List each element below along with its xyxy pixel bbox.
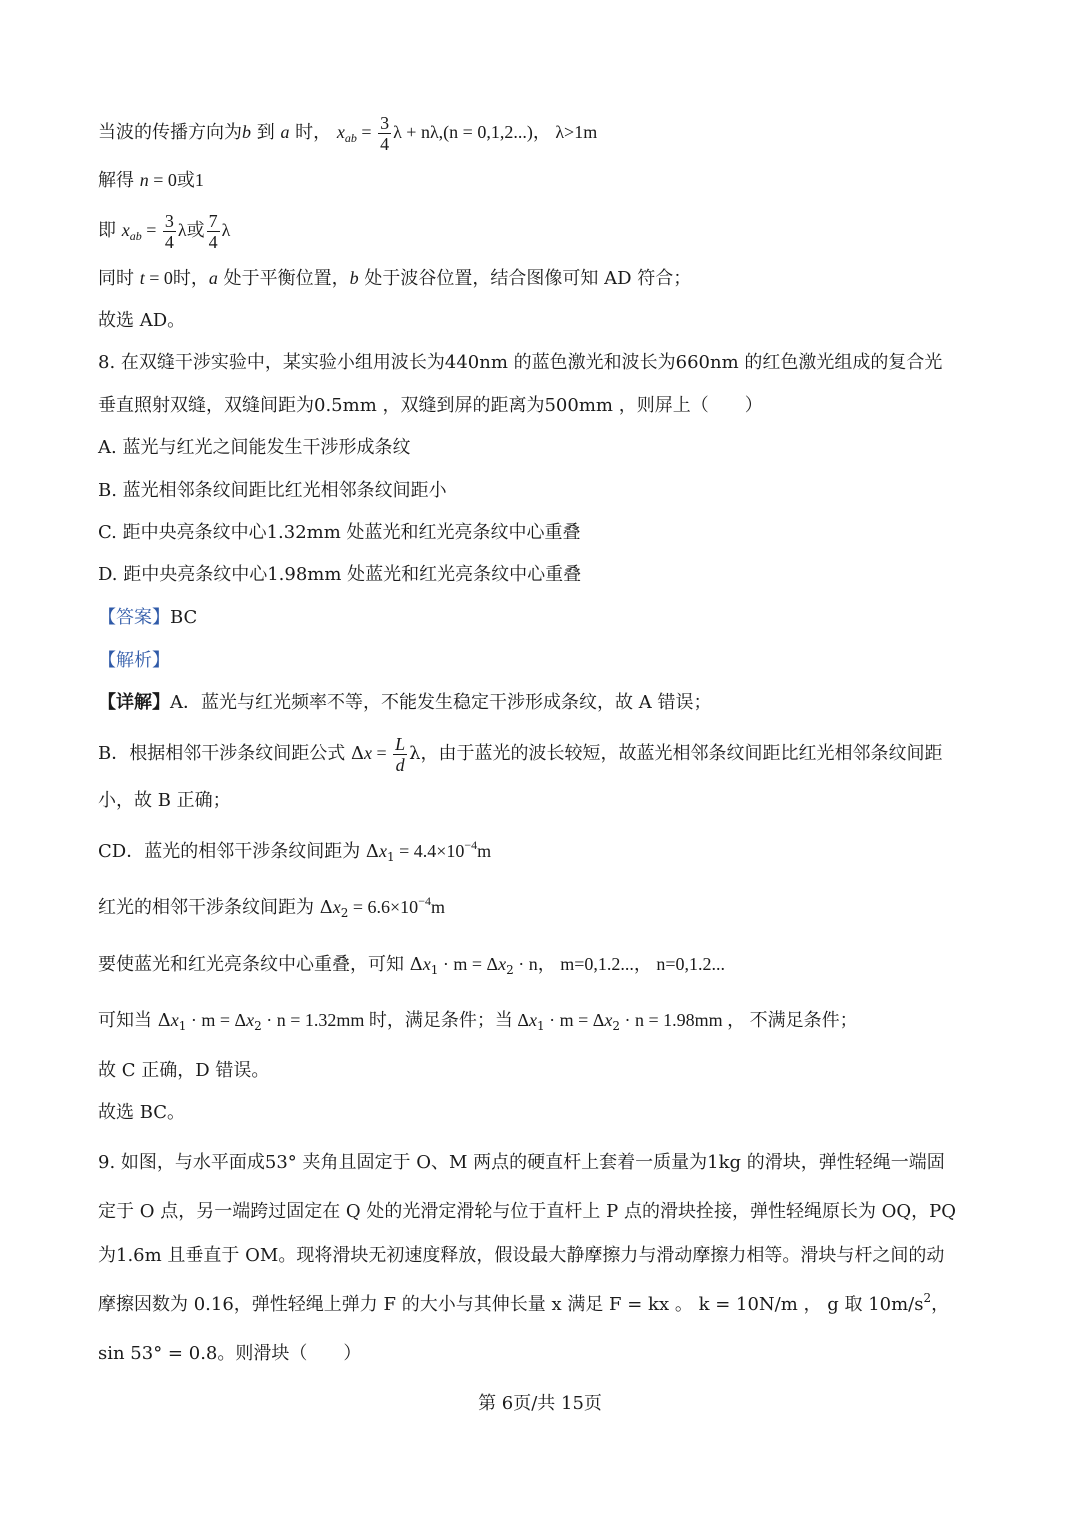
- text: 红光的相邻干涉条纹间距为 Δ: [98, 897, 333, 918]
- text: = 0或1: [148, 170, 204, 190]
- subscript: 1: [178, 1019, 187, 1033]
- question-9-stem-line5: sin 53° = 0.8。则滑块（ ）: [98, 1343, 362, 1364]
- subscript: 1: [536, 1019, 545, 1033]
- text: ，: [931, 1294, 950, 1315]
- var-x: x: [170, 1010, 179, 1030]
- text: 要使蓝光和红光亮条纹中心重叠，可知 Δ: [98, 954, 423, 975]
- var-x: x: [332, 897, 341, 917]
- exponent: −4: [418, 894, 431, 908]
- var-b: b: [242, 122, 251, 142]
- detail-tag: 【详解】: [98, 692, 170, 713]
- detail-line-cd-blue: [98, 838, 984, 865]
- text: λ: [221, 220, 231, 240]
- option-c: C. 距中央亮条纹中心1.32mm 处蓝光和红光亮条纹中心重叠: [98, 522, 581, 543]
- var-b: b: [349, 268, 359, 288]
- solution-conclusion-bc: 故选 BC。: [98, 1102, 186, 1123]
- analysis-tag: 【解析】: [98, 650, 170, 671]
- subscript: 2: [340, 906, 349, 920]
- solution-line-t0: [98, 265, 984, 292]
- question-9-stem-line1: 9. 如图，与水平面成53° 夹角且固定于 O、M 两点的硬直杆上套着一质量为1kg 的滑块，弹性轻绳一端固: [98, 1152, 945, 1173]
- subscript: 1: [430, 963, 439, 977]
- var-x: x: [363, 743, 372, 763]
- answer-line: [98, 605, 984, 631]
- text: 处于平衡位置，: [217, 268, 350, 289]
- detail-line-b-cont: 小，故 B 正确；: [98, 790, 231, 811]
- value: = 4.4×10: [394, 841, 465, 861]
- var-a: a: [280, 122, 290, 142]
- var-x: x: [246, 1010, 255, 1030]
- var-t: t: [139, 268, 145, 288]
- detail-line-b: [98, 730, 984, 776]
- numerator: L: [395, 733, 406, 754]
- denominator: 4: [208, 231, 218, 252]
- numerator: 3: [380, 112, 390, 133]
- value: = 6.6×10: [348, 897, 419, 917]
- var-x: x: [121, 220, 130, 240]
- solution-line-solve-n: [98, 167, 984, 194]
- text: · m = Δ: [544, 1010, 605, 1030]
- equals: =: [356, 122, 377, 142]
- numerator: 7: [208, 210, 218, 231]
- detail-line-a: [98, 690, 984, 716]
- text: 当波的传播方向为: [98, 122, 242, 143]
- equals: =: [371, 743, 392, 763]
- question-8-stem-line1: 8. 在双缝干涉实验中，某实验小组用波长为440nm 的蓝色激光和波长为660nm 的红色激光组成的复合光: [98, 352, 943, 373]
- solution-conclusion-ad: 故选 AD。: [98, 310, 186, 331]
- text: · m = Δ: [438, 954, 499, 974]
- equals: =: [141, 220, 161, 240]
- var-x: x: [498, 954, 507, 974]
- text: · n = 1.98mm ， 不满足条件；: [620, 1010, 858, 1030]
- var-n: n: [139, 170, 149, 190]
- page-footer: 第 6页/共 15页: [478, 1393, 602, 1414]
- text: 解得: [98, 170, 140, 191]
- denominator: d: [395, 754, 405, 775]
- text: 到: [251, 122, 281, 143]
- analysis-heading: [98, 648, 984, 674]
- question-9-stem-line3: 为1.6m 且垂直于 OM。现将滑块无初速度释放，假设最大静摩擦力与滑动摩擦力相等。滑块与杆之间的动: [98, 1245, 945, 1266]
- var-x: x: [528, 1010, 537, 1030]
- text: 处于波谷位置，结合图像可知 AD 符合；: [358, 268, 692, 289]
- detail-line-cd-check: [98, 1007, 984, 1034]
- text: CD．蓝光的相邻干涉条纹间距为 Δ: [98, 841, 379, 862]
- var-a: a: [208, 268, 218, 288]
- text: λ，由于蓝光的波长较短，故蓝光相邻条纹间距比红光相邻条纹间距: [409, 743, 943, 764]
- var-x: x: [422, 954, 431, 974]
- answer-value: BC: [170, 607, 198, 628]
- numerator: 3: [164, 210, 174, 231]
- unit: m: [477, 841, 492, 861]
- text: · m = Δ: [186, 1010, 247, 1030]
- exponent: 2: [923, 1291, 932, 1305]
- option-a: A. 蓝光与红光之间能发生干涉形成条纹: [98, 437, 411, 458]
- text: 同时: [98, 268, 140, 289]
- text: B．根据相邻干涉条纹间距公式 Δ: [98, 743, 364, 764]
- text: 即: [98, 220, 122, 241]
- var-x: x: [604, 1010, 613, 1030]
- subscript: ab: [344, 131, 357, 145]
- var-x: x: [378, 841, 387, 861]
- fraction-7-4: [207, 211, 220, 252]
- question-8-stem-line2: 垂直照射双缝，双缝间距为0.5mm ，双缝到屏的距离为500mm ，则屏上（ ）: [98, 395, 763, 416]
- text: 摩擦因数为 0.16，弹性轻绳上弹力 F 的大小与其伸长量 x 满足 F = kx 。 k = 10N/m ， g 取 10m/s: [98, 1294, 924, 1315]
- fraction-l-d: [393, 734, 407, 775]
- answer-tag: 【答案】: [98, 607, 170, 628]
- denominator: 4: [164, 231, 174, 252]
- question-9-stem-line2: 定于 O 点，另一端跨过固定在 Q 处的光滑定滑轮与位于直杆上 P 点的滑块拴接，弹性轻绳原长为 OQ，PQ: [98, 1201, 957, 1222]
- detail-line-cd-overlap: [98, 951, 984, 978]
- denominator: 4: [380, 133, 390, 154]
- unit: m: [430, 897, 445, 917]
- solution-line-wave-direction: [98, 112, 984, 152]
- exponent: −4: [464, 838, 478, 852]
- formula-tail: λ + nλ,(n = 0,1,2...)， λ>1m: [393, 122, 598, 142]
- text: = 0时，: [144, 268, 209, 288]
- text: 可知当 Δ: [98, 1010, 171, 1031]
- option-d: D. 距中央亮条纹中心1.98mm 处蓝光和红光亮条纹中心重叠: [98, 564, 582, 585]
- text: 时，: [289, 122, 332, 143]
- subscript: 2: [612, 1019, 620, 1033]
- subscript: 1: [386, 850, 395, 864]
- solution-line-xab: [98, 207, 984, 253]
- fraction-3-4: [378, 113, 391, 154]
- fraction-3-4: [163, 211, 176, 252]
- text: · n = 1.32mm 时，满足条件；当 Δ: [261, 1010, 529, 1030]
- detail-line-cd-red: [98, 894, 984, 921]
- subscript: ab: [129, 229, 142, 243]
- subscript: 2: [254, 1019, 262, 1033]
- text: λ或: [177, 220, 205, 240]
- var-x: x: [336, 122, 345, 142]
- detail-line-cd-result: 故 C 正确，D 错误。: [98, 1060, 270, 1081]
- option-b: B. 蓝光相邻条纹间距比红光相邻条纹间距小: [98, 480, 447, 501]
- text: A．蓝光与红光频率不等，不能发生稳定干涉形成条纹，故 A 错误；: [170, 692, 712, 713]
- text: · n， m=0,1.2...， n=0,1.2...: [513, 954, 726, 974]
- subscript: 2: [506, 963, 514, 977]
- question-9-stem-line4: [98, 1292, 984, 1318]
